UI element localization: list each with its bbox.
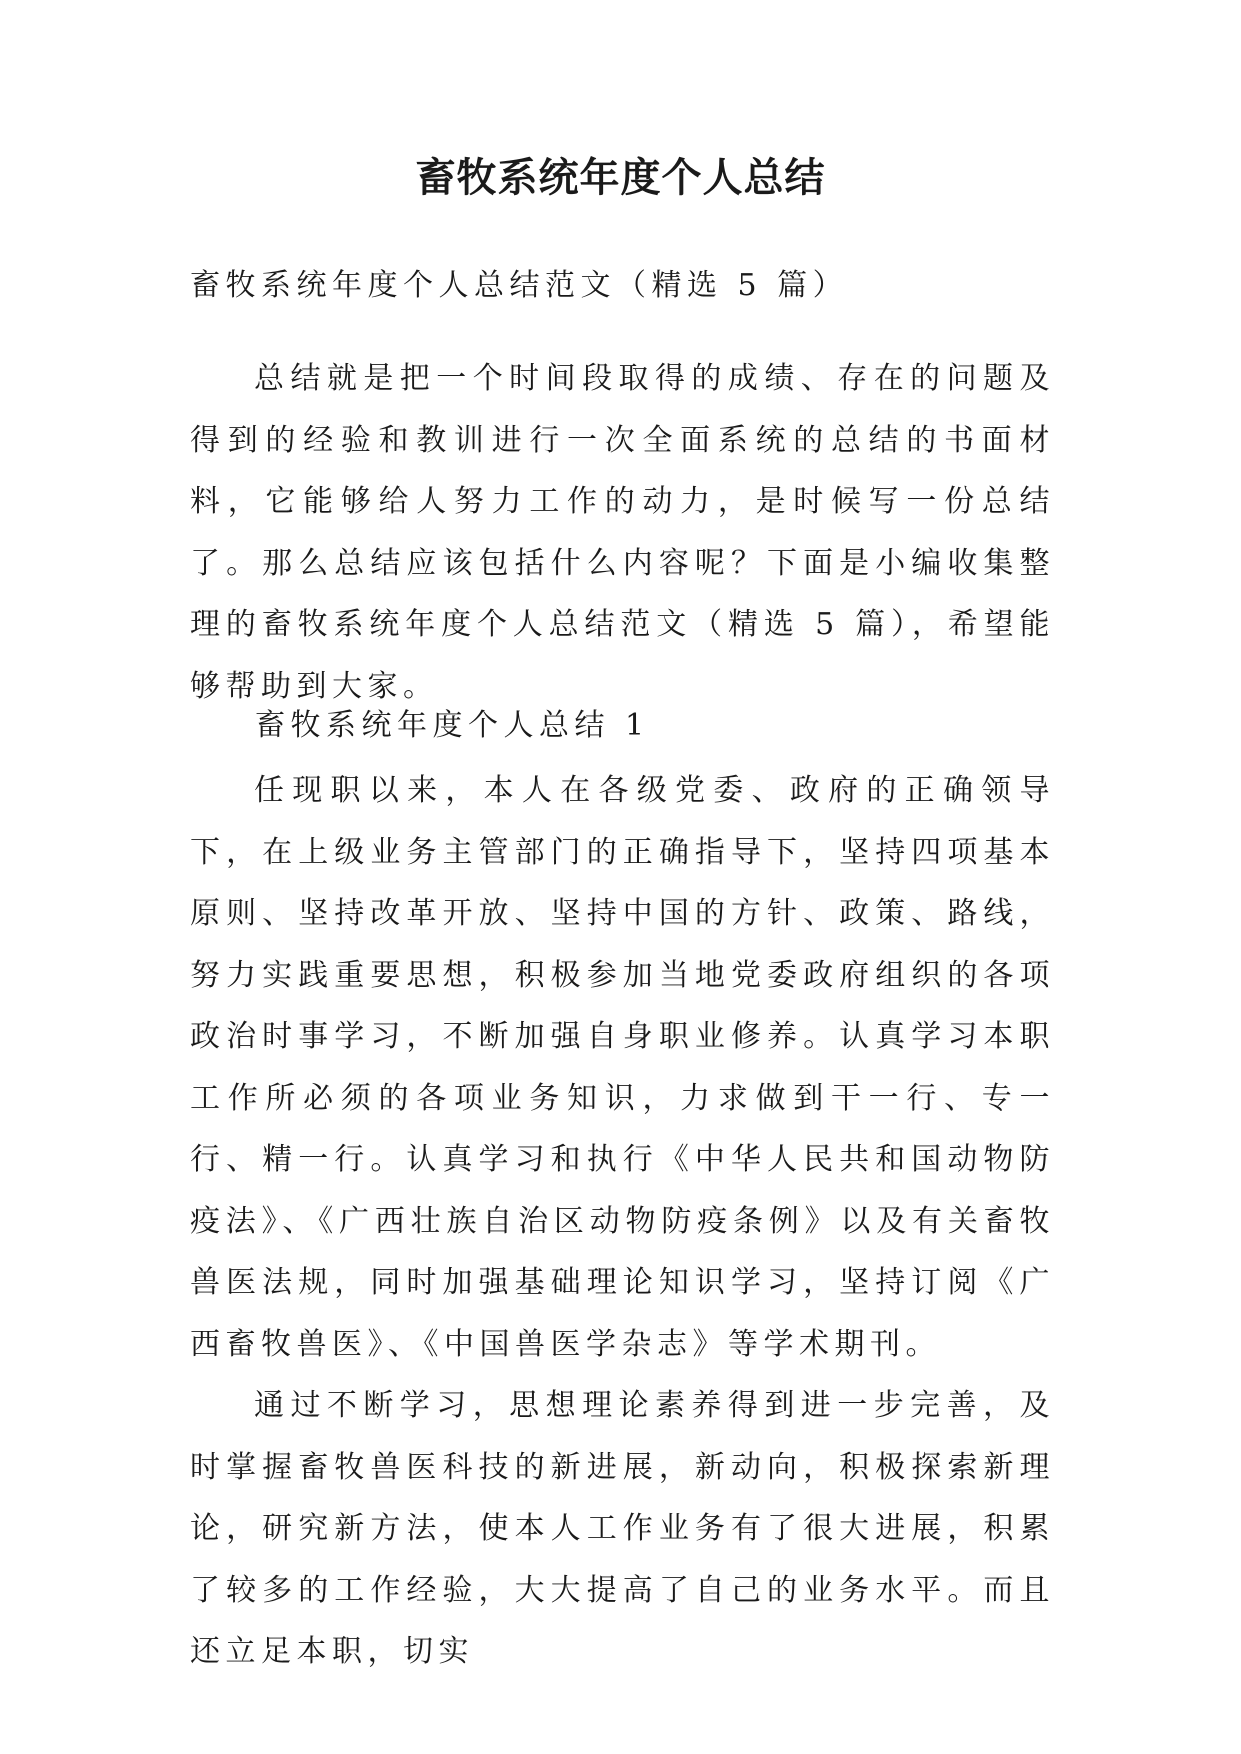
body-paragraph-2: 通过不断学习，思想理论素养得到进一步完善，及时掌握畜牧兽医科技的新进展，新动向，积极探索新理论，研究新方法，使本人工作业务有了很大进展，积累了较多的工作经验，大大提高了自己的业务水平。而且还立足本职，切实 bbox=[190, 1388, 1055, 1669]
section-heading: 畜牧系统年度个人总结 1 bbox=[255, 708, 650, 743]
document-subtitle: 畜牧系统年度个人总结范文（精选 5 篇） bbox=[190, 268, 849, 303]
intro-block bbox=[190, 348, 1055, 717]
intro-paragraph: 总结就是把一个时间段取得的成绩、存在的问题及得到的经验和教训进行一次全面系统的总结的书面材料，它能够给人努力工作的动力，是时候写一份总结了。那么总结应该包括什么内容呢？下面是小编收集整理的畜牧系统年度个人总结范文（精选 5 篇），希望能够帮助到大家。 bbox=[190, 361, 1055, 704]
document-title: 畜牧系统年度个人总结 bbox=[415, 155, 826, 201]
body-paragraph-1: 任现职以来，本人在各级党委、政府的正确领导下，在上级业务主管部门的正确指导下，坚持四项基本原则、坚持改革开放、坚持中国的方针、政策、路线，努力实践重要思想，积极参加当地党委政府组织的各项政治时事学习，不断加强自身职业修养。认真学习本职工作所必须的各项业务知识，力求做到干一行、专一行、精一行。认真学习和执行《中华人民共和国动物防疫法》、《广西壮族自治区动物防疫条例》以及有关畜牧兽医法规，同时加强基础理论知识学习，坚持订阅《广西畜牧兽医》、《中国兽医学杂志》等学术期刊。 bbox=[190, 773, 1055, 1362]
section-body bbox=[190, 760, 1055, 1683]
